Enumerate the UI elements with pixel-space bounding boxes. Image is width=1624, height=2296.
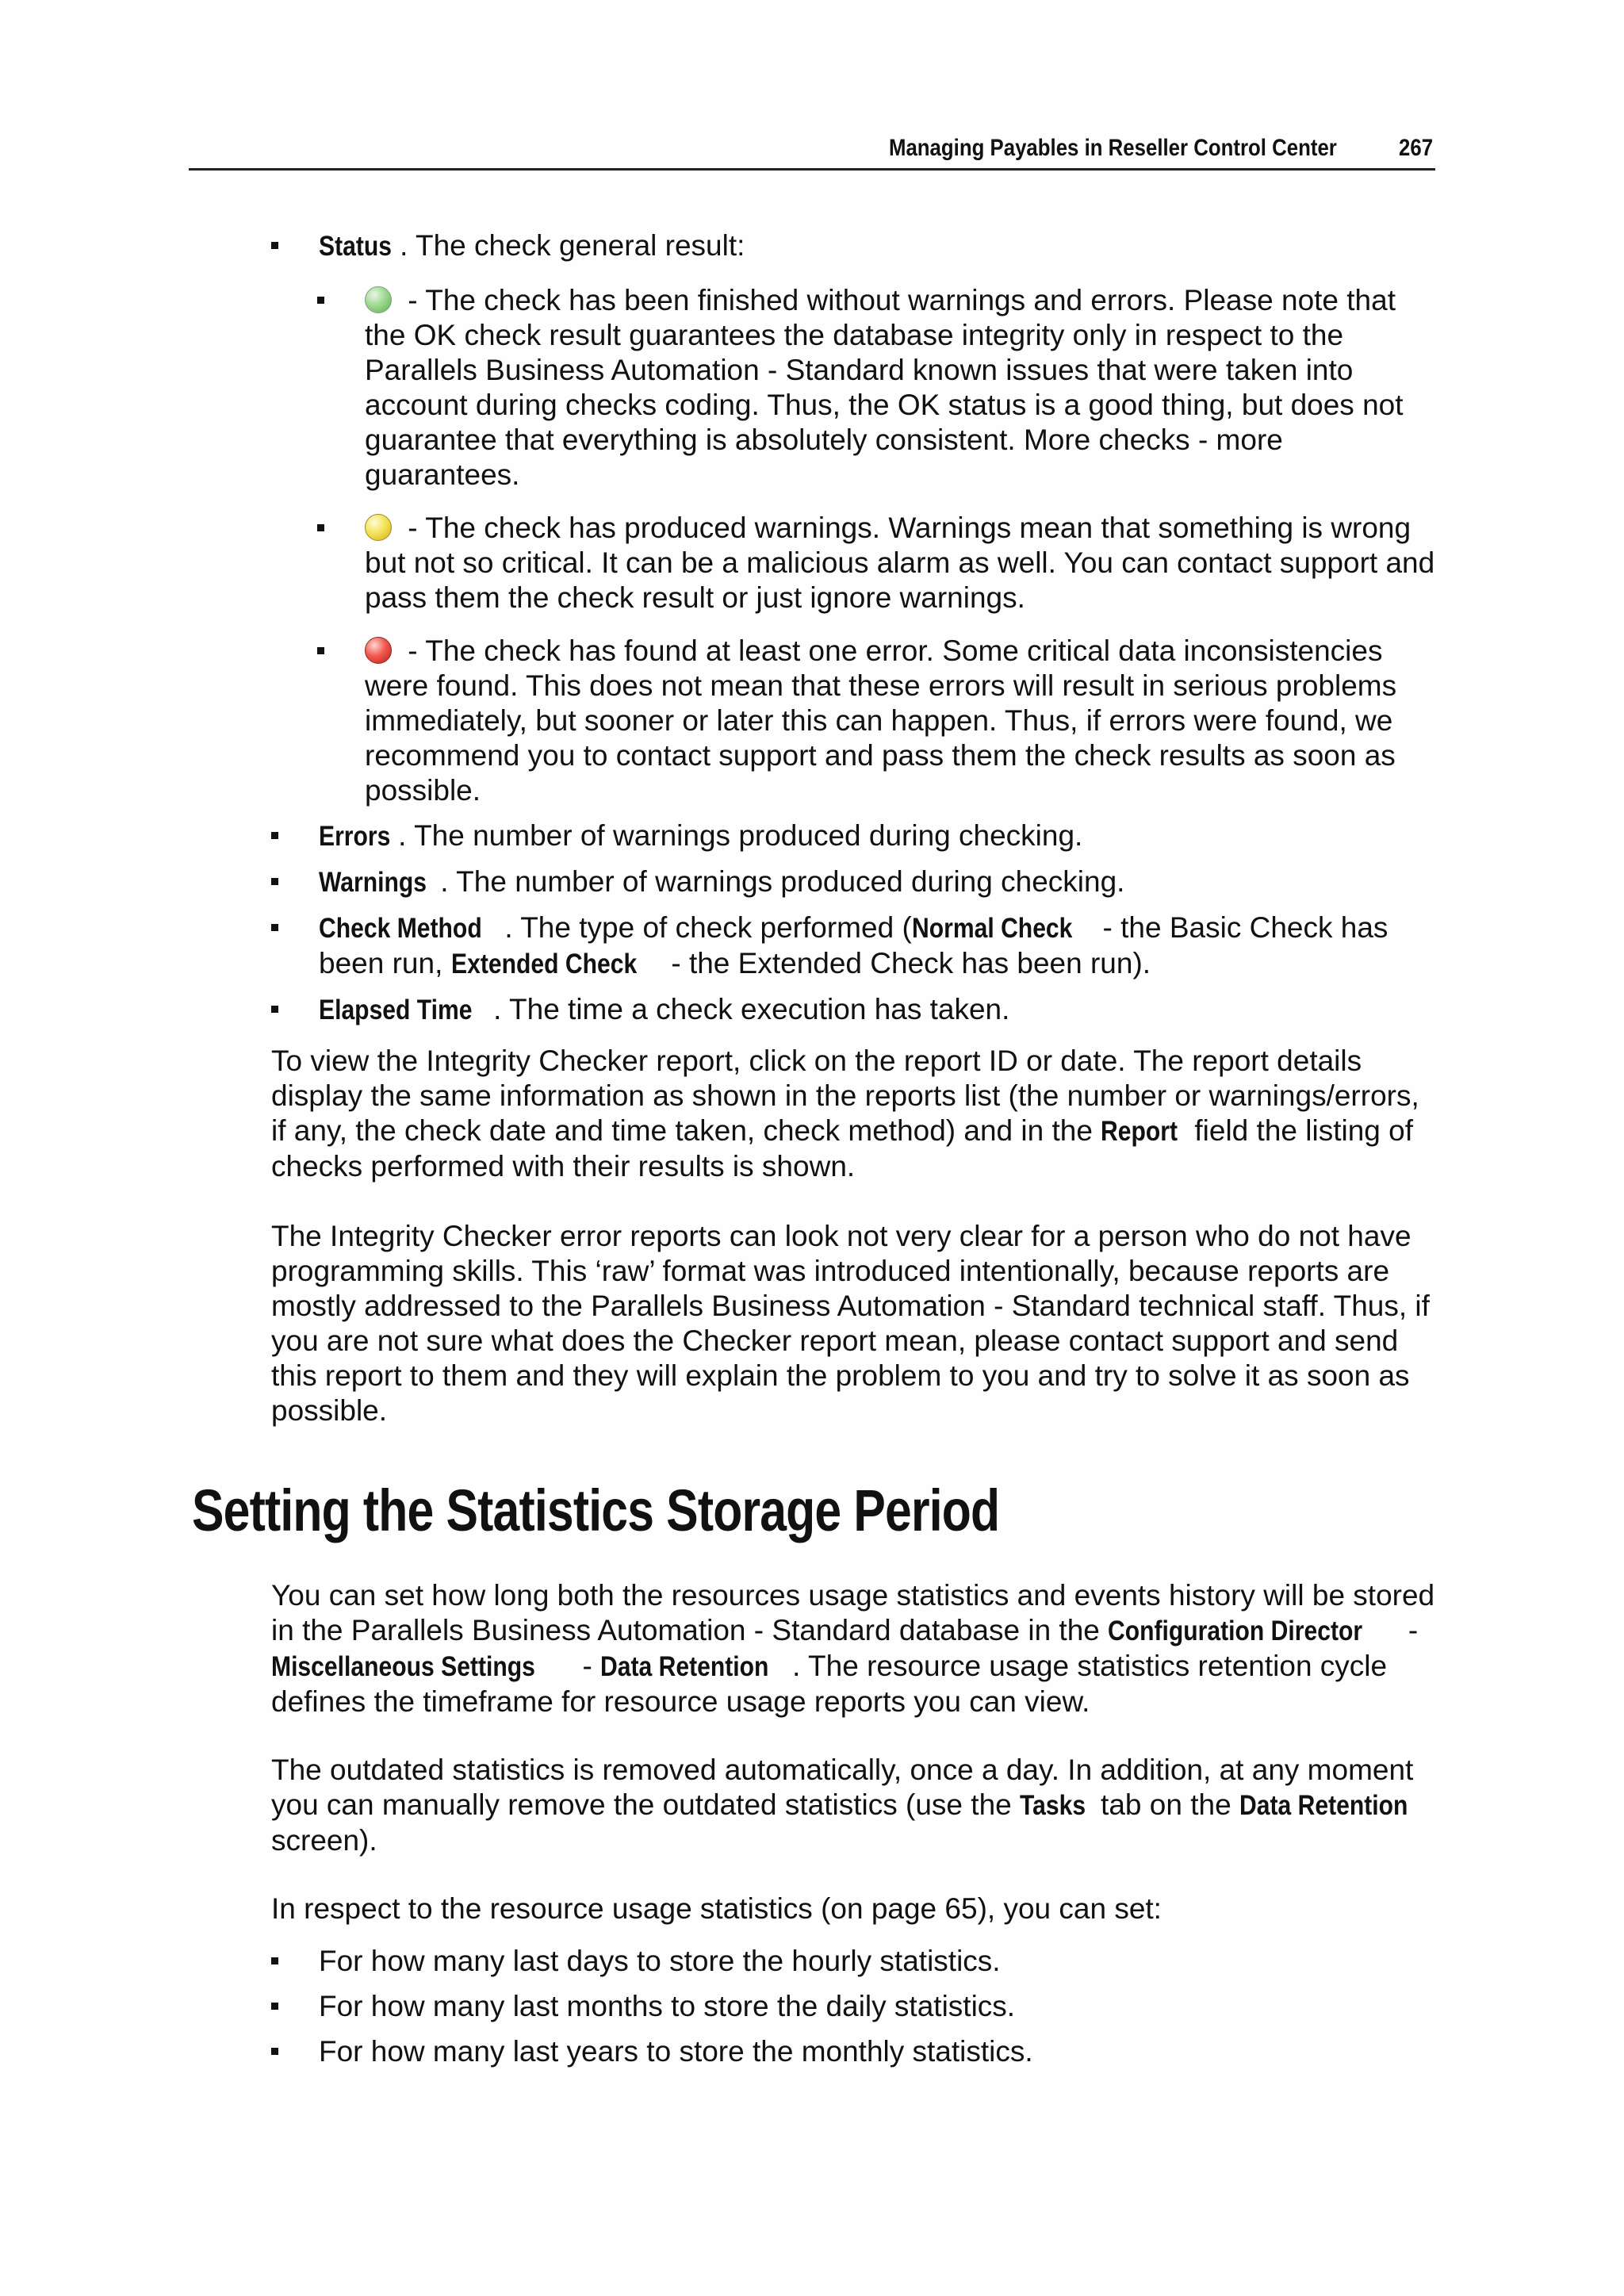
outdated-paragraph — [271, 1753, 1437, 1858]
term-miscellaneous-settings: Miscellaneous Settings — [271, 1651, 535, 1682]
error-result-text: - The check has found at least one error. Some critical data inconsistencies were found. This does not mean that these errors will result in serious problems immediately, but sooner or later this can happen. Thus, if errors were found, we recommend you to contact support and pass them the check results as soon as possible. — [365, 634, 1397, 807]
warnings-description: . The number of warnings produced during checking. — [440, 865, 1125, 898]
check-method-text-1: . The type of check performed ( — [504, 911, 912, 944]
yellow-status-icon — [365, 514, 392, 541]
check-method-text-3: - the Extended Check has been run). — [663, 947, 1151, 979]
outdated-text-3: screen). — [271, 1824, 377, 1857]
storage-separator-2: - — [574, 1650, 601, 1682]
list-item-errors — [271, 818, 1437, 854]
term-normal-check: Normal Check — [911, 913, 1073, 944]
respect-paragraph: In respect to the resource usage statistics (on page 65), you can set: — [271, 1892, 1162, 1925]
page-number: 267 — [1398, 135, 1433, 161]
term-data-retention: Data Retention — [600, 1651, 769, 1682]
list-item-warning-result — [319, 511, 1437, 615]
status-description: . The check general result: — [400, 229, 745, 262]
check-fields-list — [271, 228, 1437, 1028]
list-item: For how many last months to store the daily statistics. — [271, 1989, 1437, 2024]
check-method-text-2: - the Basic Check has been run, — [319, 911, 1388, 979]
upper-body — [271, 228, 1437, 1428]
settings-list — [271, 1944, 1437, 2069]
list-item-error-result — [319, 634, 1437, 808]
red-status-icon — [365, 637, 392, 664]
error-reports-paragraph: The Integrity Checker error reports can look not very clear for a person who do not have programming skills. This ‘raw’ format was introduced intentionally, because reports are mostly addressed to the Parallels Business Automation - Standard technical staff. Thus, if you are not sure what does the Checker report mean, please contact support and send this report to them and they will explain the problem to you and try to solve it as soon as possible. — [271, 1220, 1430, 1427]
storage-text-2: . The resource usage statistics retention cycle defines the timeframe for resource usage reports you can view. — [271, 1650, 1388, 1718]
list-item: For how many last days to store the hourly statistics. — [271, 1944, 1437, 1979]
list-item-ok-result — [319, 283, 1437, 493]
term-report: Report — [1101, 1116, 1178, 1147]
term-errors: Errors — [319, 821, 391, 852]
term-status: Status — [319, 231, 392, 262]
storage-paragraph — [271, 1578, 1437, 1719]
report-text-1: To view the Integrity Checker report, click on the report ID or date. The report details display the same information as shown in the reports list (the number or warnings/errors, if any, the check date and time taken, check method) and in the — [271, 1045, 1419, 1147]
term-tasks: Tasks — [1020, 1790, 1086, 1821]
list-item-elapsed-time — [271, 992, 1437, 1028]
report-paragraph — [271, 1044, 1437, 1184]
term-data-retention-screen: Data Retention — [1239, 1790, 1408, 1821]
lower-body — [271, 1578, 1437, 2079]
running-header — [189, 133, 1435, 171]
ok-result-text: - The check has been finished without warnings and errors. Please note that the OK check result guarantees the database integrity only in respect to the Parallels Business Automation - Standard known issues that were taken into account during checks coding. Thus, the OK status is a good thing, but does not guarantee that everything is absolutely consistent. More checks - more guarantees. — [365, 284, 1404, 491]
list-item-check-method — [271, 910, 1437, 982]
list-item: For how many last years to store the monthly statistics. — [271, 2034, 1437, 2069]
term-elapsed-time: Elapsed Time — [319, 995, 473, 1025]
list-item-warnings — [271, 864, 1437, 900]
report-text-2: field the listing of checks performed with their results is shown. — [271, 1114, 1413, 1182]
errors-description: . The number of warnings produced during checking. — [398, 819, 1083, 852]
section-heading: Setting the Statistics Storage Period — [192, 1478, 1000, 1543]
warning-result-text: - The check has produced warnings. Warnings mean that something is wrong but not so critical. It can be a malicious alarm as well. You can contact support and pass them the check result or just ignore warnings. — [365, 512, 1435, 614]
green-status-icon — [365, 286, 392, 313]
term-warnings: Warnings — [319, 867, 427, 898]
header-title: Managing Payables in Reseller Control Center — [889, 135, 1337, 161]
storage-separator-1: - — [1400, 1614, 1419, 1646]
elapsed-time-description: . The time a check execution has taken. — [493, 993, 1010, 1025]
term-check-method: Check Method — [319, 913, 482, 944]
term-extended-check: Extended Check — [450, 949, 637, 979]
storage-text-1: You can set how long both the resources usage statistics and events history will be stored in the Parallels Business Automation - Standard database in the — [271, 1579, 1435, 1646]
outdated-text-2: tab on the — [1092, 1788, 1239, 1821]
outdated-text-1: The outdated statistics is removed automatically, once a day. In addition, at any moment you can manually remove the outdated statistics (use the — [271, 1754, 1414, 1821]
term-configuration-director: Configuration Director — [1108, 1616, 1363, 1646]
list-item-status — [271, 228, 1437, 808]
status-results-list — [319, 283, 1437, 808]
